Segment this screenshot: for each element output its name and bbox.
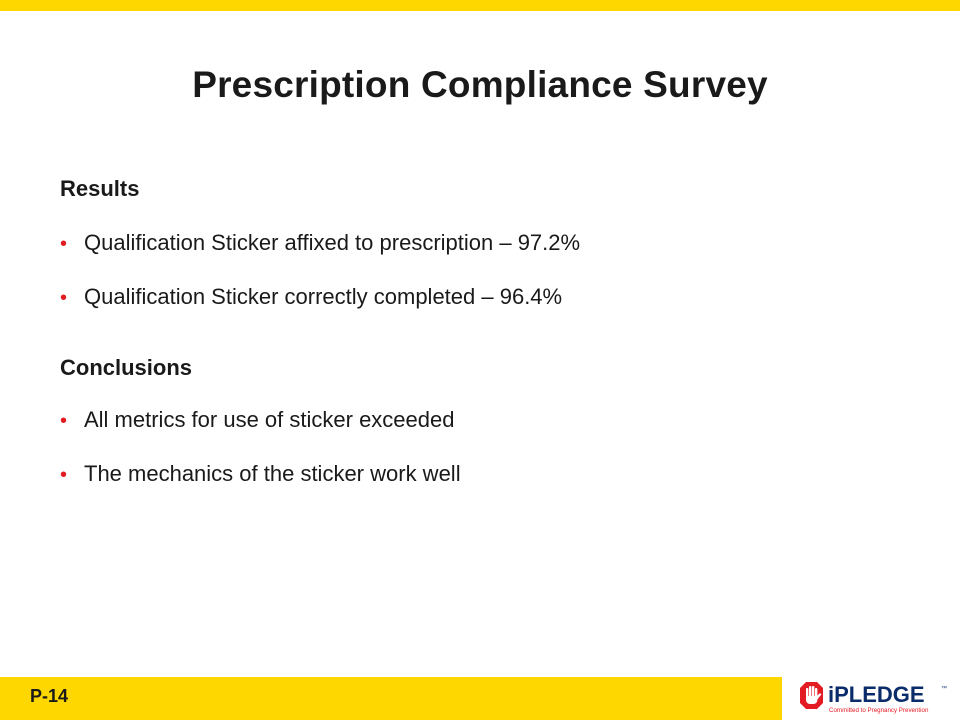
conclusions-bullet-text: All metrics for use of sticker exceeded: [84, 407, 455, 432]
bottom-accent-bar: [0, 677, 782, 720]
results-heading: Results: [60, 176, 140, 201]
bullet-icon: •: [60, 410, 68, 432]
ipledge-logo: [800, 679, 950, 717]
bullet-icon: •: [60, 287, 68, 309]
list-item: [60, 461, 461, 487]
logo-trademark: ™: [941, 686, 947, 692]
top-accent-bar: [0, 0, 960, 11]
list-item: [60, 284, 580, 310]
bullet-icon: •: [60, 233, 68, 255]
conclusions-heading: Conclusions: [60, 355, 193, 380]
conclusions-list: [60, 407, 461, 515]
slide-title: Prescription Compliance Survey: [192, 64, 768, 105]
conclusions-bullet-text: The mechanics of the sticker work well: [84, 461, 461, 486]
list-item: [60, 230, 580, 256]
bullet-icon: •: [60, 464, 68, 486]
logo-wordmark: iPLEDGE: [828, 682, 925, 707]
results-list: [60, 230, 580, 338]
list-item: [60, 407, 461, 433]
results-bullet-text: Qualification Sticker correctly completed – 96.4%: [84, 284, 563, 309]
logo-tagline: Committed to Pregnancy Prevention: [829, 707, 929, 714]
results-bullet-text: Qualification Sticker affixed to prescription – 97.2%: [84, 230, 581, 255]
page-number: P-14: [30, 686, 69, 706]
